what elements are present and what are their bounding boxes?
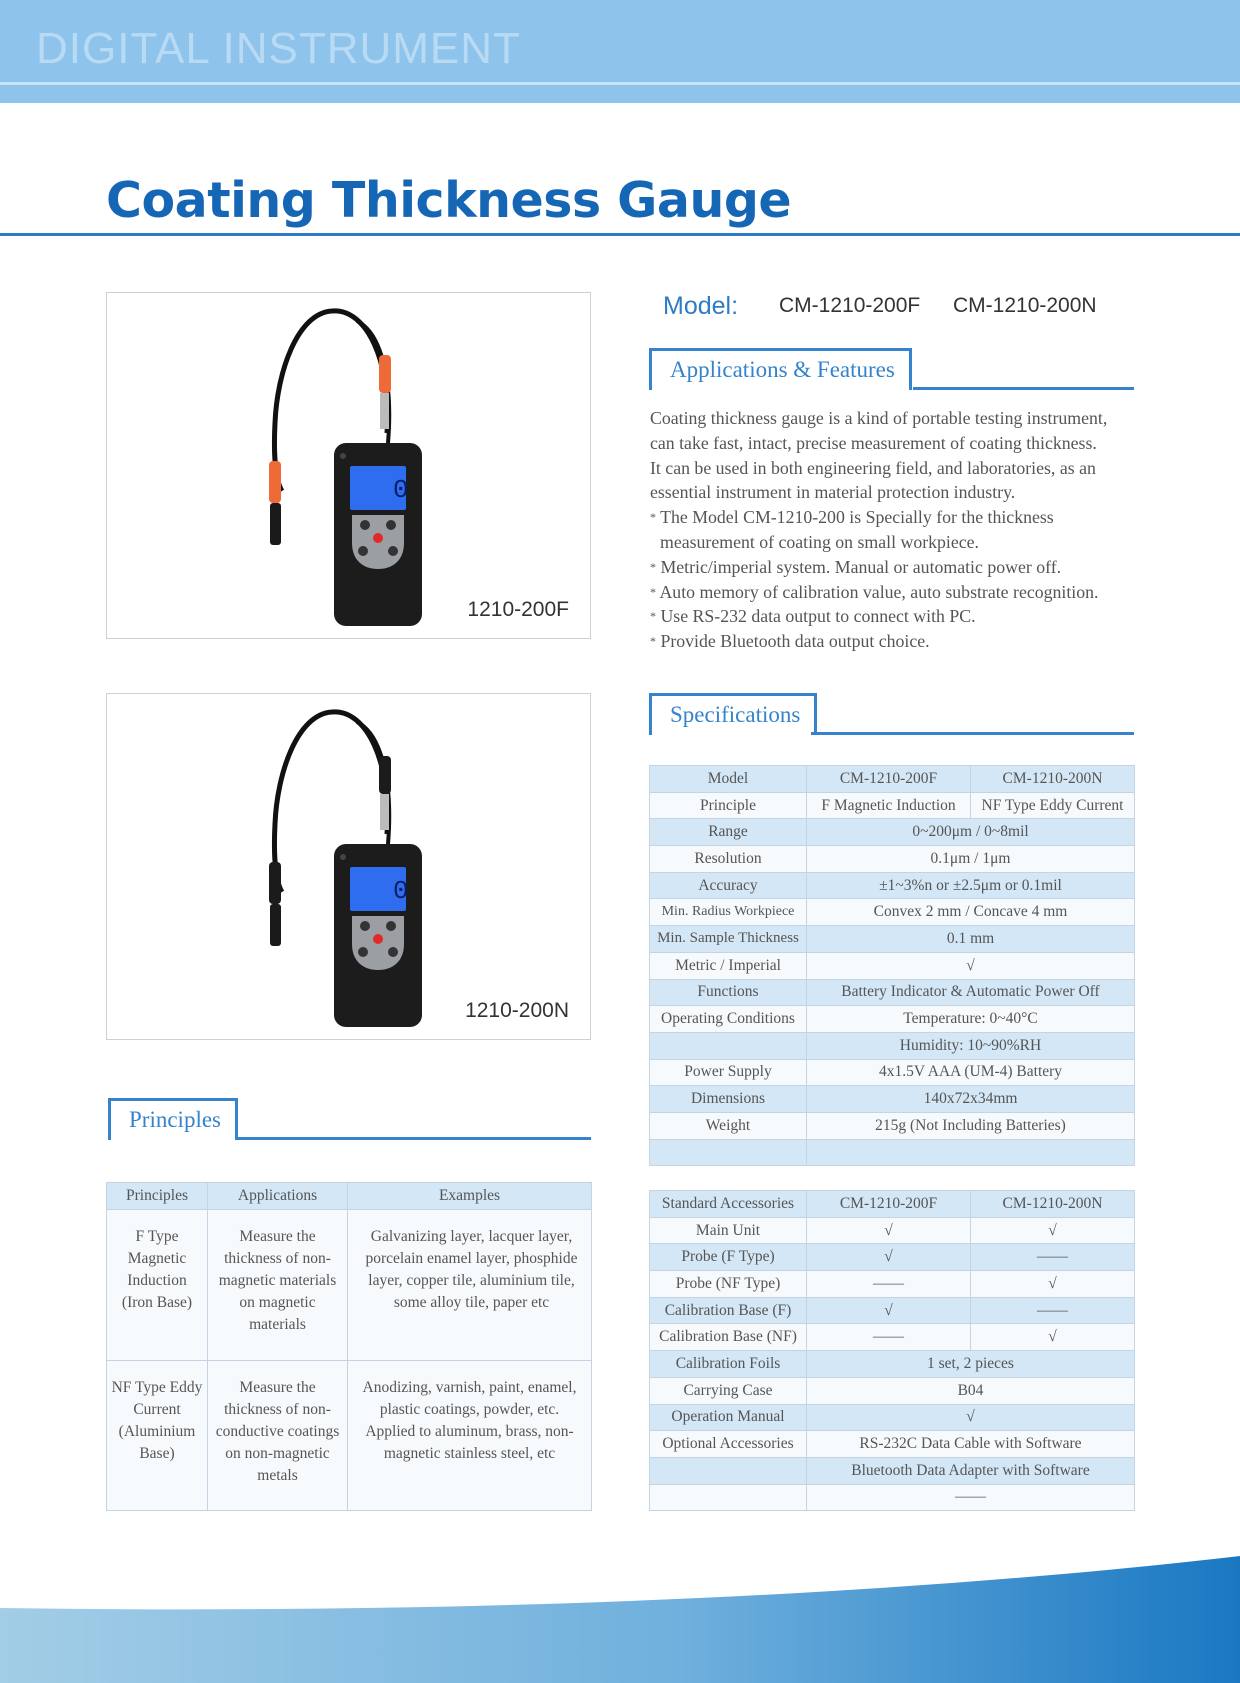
- specifications-table: [649, 765, 1135, 1166]
- screen-digit: 0: [393, 475, 409, 505]
- applications-heading-box: [649, 348, 1134, 390]
- specifications-heading: Specifications: [649, 693, 817, 735]
- table-row: Humidity: 10~90%RH: [650, 1032, 1135, 1059]
- table-row: Probe (NF Type) —— √: [650, 1271, 1135, 1298]
- table-row: Principles Applications Examples: [107, 1183, 592, 1210]
- table-row: Bluetooth Data Adapter with Software: [650, 1457, 1135, 1484]
- feature-bullet: * The Model CM-1210-200 is Specially for the thickness measurement of coating on small workpiece.: [650, 507, 1054, 552]
- table-row: Model CM-1210-200F CM-1210-200N: [650, 766, 1135, 793]
- intro-line: It can be used in both engineering field, and laboratories, as an: [650, 457, 1096, 478]
- principles-heading: Principles: [108, 1098, 238, 1140]
- feature-bullet: * Metric/imperial system. Manual or automatic power off.: [650, 556, 1062, 577]
- table-row: Weight 215g (Not Including Batteries): [650, 1112, 1135, 1139]
- table-row: ——: [650, 1484, 1135, 1511]
- product-photo-f: [106, 292, 591, 639]
- principles-heading-box: [108, 1098, 591, 1140]
- photo-label: 1210-200N: [465, 999, 569, 1022]
- feature-bullet: * Auto memory of calibration value, auto substrate recognition.: [650, 581, 1099, 602]
- table-row: [650, 1139, 1135, 1166]
- screen-digit: 0: [393, 876, 409, 906]
- specifications-rule: [811, 732, 1134, 735]
- table-row: F Type Magnetic Induction (Iron Base) Measure the thickness of non-magnetic materials on magnetic materials Galvanizing layer, lacquer layer, porcelain enamel layer, phosphide layer, copper tile, aluminium tile, some alloy tile, paper etc: [107, 1209, 592, 1360]
- table-row: Main Unit √ √: [650, 1217, 1135, 1244]
- accessories-table: [649, 1190, 1135, 1511]
- table-row: Carrying Case B04: [650, 1377, 1135, 1404]
- specifications-heading-box: [649, 693, 1134, 735]
- model-n: CM-1210-200N: [953, 294, 1097, 317]
- table-row: Calibration Base (NF) —— √: [650, 1324, 1135, 1351]
- power-button: [373, 533, 383, 543]
- probe-sleeve-lower: [269, 461, 281, 503]
- table-row: Operating Conditions Temperature: 0~40°C: [650, 1006, 1135, 1033]
- table-row: Dimensions 140x72x34mm: [650, 1086, 1135, 1113]
- feature-bullet: * Provide Bluetooth data output choice.: [650, 631, 930, 652]
- applications-rule: [913, 387, 1134, 390]
- principles-rule: [238, 1137, 591, 1140]
- table-row: Metric / Imperial √: [650, 952, 1135, 979]
- model-label: Model:: [663, 292, 739, 320]
- applications-text: [650, 406, 1170, 654]
- table-row: Resolution 0.1μm / 1μm: [650, 846, 1135, 873]
- probe-tip: [270, 904, 281, 946]
- table-row: Functions Battery Indicator & Automatic Power Off: [650, 979, 1135, 1006]
- brand-text: DIGITAL INSTRUMENT: [36, 24, 521, 73]
- power-button: [373, 934, 383, 944]
- photo-label: 1210-200F: [467, 598, 569, 621]
- product-photo-n: [106, 693, 591, 1040]
- intro-line: can take fast, intact, precise measurement of coating thickness.: [650, 432, 1097, 453]
- page-title: Coating Thickness Gauge: [106, 172, 792, 229]
- table-row: Calibration Base (F) √ ——: [650, 1297, 1135, 1324]
- footer-wave: [0, 1550, 1240, 1683]
- intro-line: Coating thickness gauge is a kind of portable testing instrument,: [650, 408, 1108, 428]
- model-f: CM-1210-200F: [779, 294, 921, 317]
- feature-bullet: * Use RS-232 data output to connect with PC.: [650, 606, 976, 627]
- table-row: Standard Accessories CM-1210-200F CM-1210-200N: [650, 1191, 1135, 1218]
- table-row: NF Type Eddy Current (Aluminium Base) Measure the thickness of non-conductive coatings on non-magnetic metals Anodizing, varnish, paint, enamel, plastic coatings, powder, etc. Applied to aluminum, brass, non-magnetic stainless steel, etc: [107, 1360, 592, 1510]
- table-row: Calibration Foils 1 set, 2 pieces: [650, 1351, 1135, 1378]
- table-row: Power Supply 4x1.5V AAA (UM-4) Battery: [650, 1059, 1135, 1086]
- table-row: Optional Accessories RS-232C Data Cable with Software: [650, 1431, 1135, 1458]
- table-row: Principle F Magnetic Induction NF Type Eddy Current: [650, 792, 1135, 819]
- table-row: Probe (F Type) √ ——: [650, 1244, 1135, 1271]
- applications-heading: Applications & Features: [649, 348, 912, 390]
- gauge-f-illustration: [107, 293, 592, 640]
- gauge-n-illustration: [107, 694, 592, 1041]
- table-row: Range 0~200μm / 0~8mil: [650, 819, 1135, 846]
- header-band: [0, 0, 1240, 103]
- probe-tip: [270, 503, 281, 545]
- table-row: Min. Sample Thickness 0.1 mm: [650, 926, 1135, 953]
- probe-sleeve-upper: [379, 355, 391, 393]
- header-divider: [0, 82, 1240, 85]
- table-row: Accuracy ±1~3%n or ±2.5μm or 0.1mil: [650, 872, 1135, 899]
- table-row: Min. Radius Workpiece Convex 2 mm / Concave 4 mm: [650, 899, 1135, 926]
- intro-line: essential instrument in material protection industry.: [650, 482, 1016, 503]
- principles-table: [106, 1182, 592, 1511]
- title-rule: [0, 233, 1240, 236]
- table-row: Operation Manual √: [650, 1404, 1135, 1431]
